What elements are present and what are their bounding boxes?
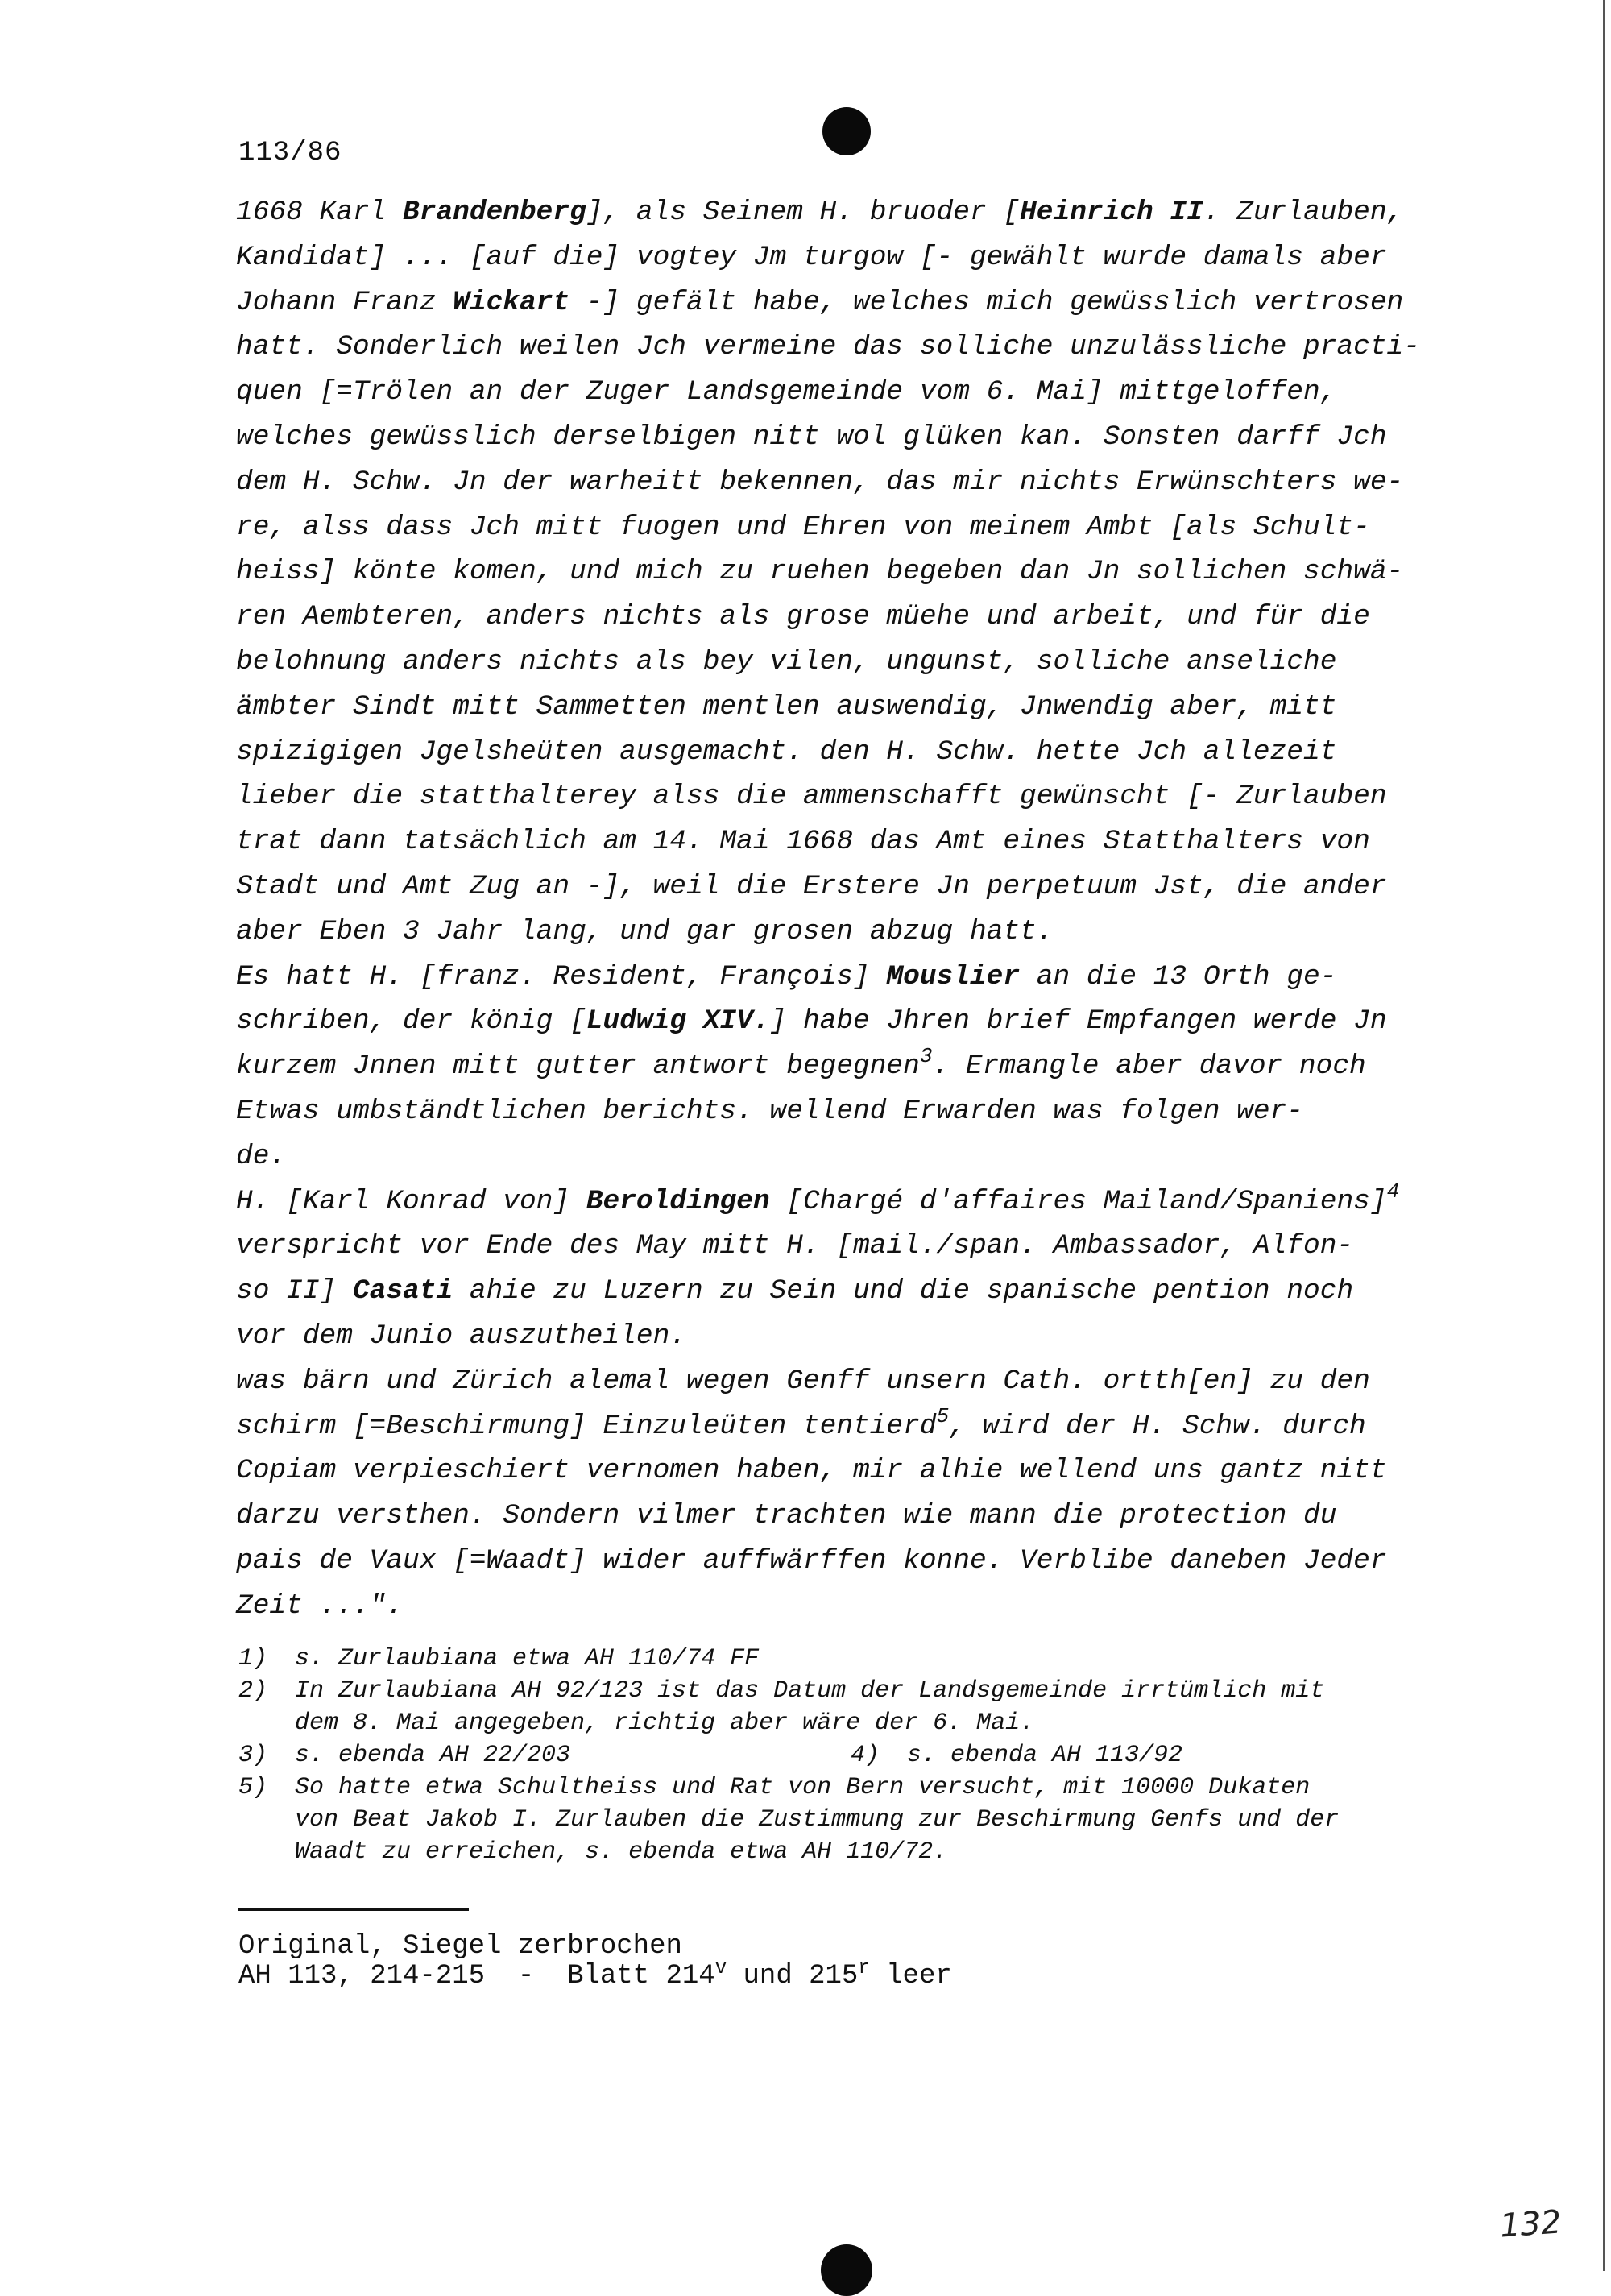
text-line: heiss] könte komen, und mich zu ruehen begeben dan Jn sollichen schwä- <box>236 556 1404 588</box>
text-line: spizigigen Jgelsheüten ausgemacht. den H. Schw. hette Jch allezeit <box>236 736 1337 768</box>
handwritten-archive-number: 132 <box>1498 2203 1563 2245</box>
letter-transcription <box>236 190 1476 1629</box>
page-edge <box>1603 0 1605 2271</box>
footnote: 5) So hatte etwa Schultheiss und Rat von Bern versucht, mit 10000 Dukaten <box>238 1774 1311 1801</box>
footnote: 1) s. Zurlaubiana etwa AH 110/74 FF <box>238 1645 760 1672</box>
text-line: kurzem Jnnen mitt gutter antwort begegnen$^3$. Ermangle aber davor noch <box>236 1044 1366 1083</box>
text-line: Zeit ...". <box>236 1589 404 1622</box>
text-line: welches gewüsslich derselbigen nitt wol glüken kan. Sonsten darff Jch <box>236 421 1387 453</box>
text-line: so II] Casati ahie zu Luzern zu Sein und die spanische pention noch <box>236 1275 1354 1308</box>
text-line: lieber die statthalterey alss die ammenschafft gewünscht [- Zurlauben <box>236 781 1387 813</box>
footnote-ref: 5 <box>936 1403 950 1428</box>
text-line: de. <box>236 1140 287 1172</box>
text-line: pais de Vaux [=Waadt] wider auffwärffen konne. Verblibe daneben Jeder <box>236 1544 1387 1577</box>
text-line: schirm [=Beschirmung] Einzuleüten tentierd$^5$, wird der H. Schw. durch <box>236 1403 1366 1442</box>
text-line: trat dann tatsächlich am 14. Mai 1668 das Amt eines Statthalters von <box>236 826 1370 858</box>
footnote-divider <box>238 1908 469 1911</box>
text-line: Etwas umbständtlichen berichts. wellend Erwarden was folgen wer- <box>236 1095 1304 1127</box>
footnote-ref: 3 <box>919 1044 933 1069</box>
text-line: verspricht vor Ende des May mitt H. [mail./span. Ambassador, Alfon- <box>236 1230 1354 1262</box>
text-line: ren Aembteren, anders nichts als grose müehe und arbeit, und für die <box>236 601 1370 633</box>
source-line: Original, Siegel zerbrochen <box>238 1931 682 1962</box>
footnote-continuation: dem 8. Mai angegeben, richtig aber wäre der 6. Mai. <box>295 1710 1035 1737</box>
footnotes <box>238 1643 1495 1868</box>
text-line: aber Eben 3 Jahr lang, und gar grosen abzug hatt. <box>236 915 1054 947</box>
source-note <box>238 1932 952 1991</box>
footnote: 3) s. ebenda AH 22/203 4) s. ebenda AH 113/92 <box>238 1742 1183 1769</box>
text-line: schriben, der könig [Ludwig XIV.] habe Jhren brief Empfangen werde Jn <box>236 1005 1387 1038</box>
text-line: Stadt und Amt Zug an -], weil die Erstere Jn perpetuum Jst, die ander <box>236 870 1387 902</box>
page-number: 113/86 <box>238 138 342 168</box>
punch-hole <box>822 107 871 155</box>
punch-hole-bottom <box>821 2244 872 2296</box>
text-line: dem H. Schw. Jn der warheitt bekennen, das mir nichts Erwünschters we- <box>236 466 1404 498</box>
text-line: Es hatt H. [franz. Resident, François] Mouslier an die 13 Orth ge- <box>236 960 1337 993</box>
text-line: darzu versthen. Sondern vilmer trachten wie mann die protection du <box>236 1500 1337 1532</box>
text-line: H. [Karl Konrad von] Beroldingen [Chargé d'affaires Mailand/Spaniens]$^4$ <box>236 1179 1400 1217</box>
text-line: re, alss dass Jch mitt fuogen und Ehren von meinem Ambt [als Schult- <box>236 511 1370 543</box>
text-line: quen [=Trölen an der Zuger Landsgemeinde vom 6. Mai] mittgeloffen, <box>236 376 1337 408</box>
footnote: 2) In Zurlaubiana AH 92/123 ist das Datum der Landsgemeinde irrtümlich mit <box>238 1677 1325 1705</box>
text-line: vor dem Junio auszutheilen. <box>236 1320 686 1352</box>
text-line: ämbter Sindt mitt Sammetten mentlen auswendig, Jnwendig aber, mitt <box>236 690 1337 723</box>
footnote-continuation: von Beat Jakob I. Zurlauben die Zustimmung zur Beschirmung Genfs und der <box>295 1806 1340 1834</box>
footnote-continuation: Waadt zu erreichen, s. ebenda etwa AH 110/72. <box>295 1838 948 1866</box>
text-line: Johann Franz Wickart -] gefält habe, welches mich gewüsslich vertrosen <box>236 286 1404 318</box>
text-line: 1668 Karl Brandenberg], als Seinem H. bruoder [Heinrich II. Zurlauben, <box>236 197 1404 228</box>
text-line: hatt. Sonderlich weilen Jch vermeine das solliche unzulässliche practi- <box>236 331 1420 363</box>
text-line: belohnung anders nichts als bey vilen, ungunst, solliche anseliche <box>236 645 1337 678</box>
source-line: AH 113, 214-215 - Blatt 214$^v$ und 215$^r$ leer <box>238 1958 952 1991</box>
text-line: was bärn und Zürich alemal wegen Genff unsern Cath. ortth[en] zu den <box>236 1365 1370 1397</box>
text-line: Kandidat] ... [auf die] vogtey Jm turgow [- gewählt wurde damals aber <box>236 241 1387 273</box>
footnote-ref: 4 <box>1386 1179 1400 1204</box>
text-line: Copiam verpieschiert vernomen haben, mir alhie wellend uns gantz nitt <box>236 1455 1387 1487</box>
